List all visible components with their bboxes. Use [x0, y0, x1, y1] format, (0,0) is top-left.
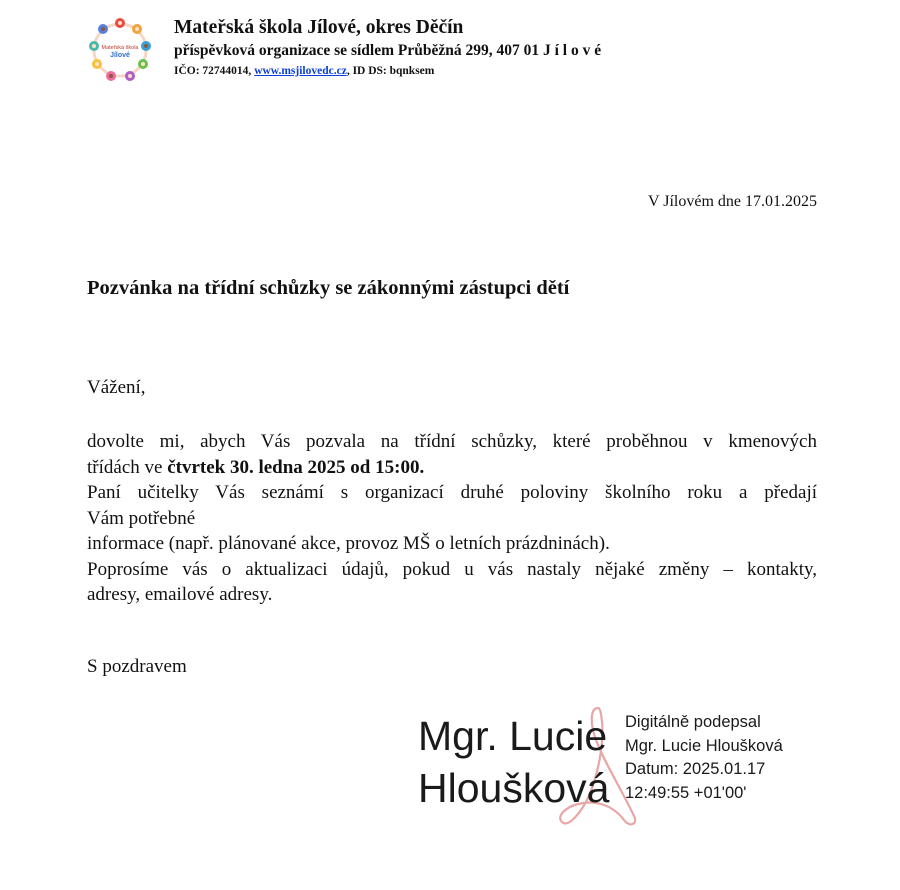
greeting: Vážení, — [87, 377, 146, 398]
closing: S pozdravem — [87, 656, 187, 677]
signature-detail-line: Mgr. Lucie Hloušková — [625, 736, 783, 755]
letter-date: V Jílovém dne 17.01.2025 — [647, 193, 817, 210]
body-line-prefix: třídách ve — [87, 456, 168, 478]
data-box-id: , ID DS: bqnksem — [346, 65, 435, 77]
organization-name: Mateřská škola Jílové, okres Děčín — [174, 17, 464, 38]
signer-name-line1: Mgr. Lucie — [418, 713, 608, 759]
body-line: dovolte mi, abych Vás pozvala na třídní schůzky, které proběhnou v kmenových — [87, 431, 817, 452]
meeting-date: čtvrtek 30. ledna 2025 od 15:00. — [167, 456, 425, 478]
signer-name — [418, 710, 609, 814]
letterhead — [86, 12, 806, 88]
signature-detail-line: Digitálně podepsal — [625, 713, 761, 731]
letter-title: Pozvánka na třídní schůzky se zákonnými zástupci dětí — [87, 277, 570, 299]
body-line: Vám potřebné — [87, 507, 196, 529]
digital-signature — [418, 704, 838, 834]
ico-label: IČO: 72744014, — [174, 65, 255, 77]
body-line: adresy, emailové adresy. — [87, 584, 273, 605]
organization-info — [174, 17, 601, 79]
signature-detail-line: 12:49:55 +01'00' — [625, 783, 747, 802]
body-line — [87, 455, 817, 481]
body-line: informace (např. plánované akce, provoz MŠ o letních prázdninách). — [87, 533, 610, 554]
logo-text-line2: Jílové — [110, 52, 130, 59]
body-line: Poprosíme vás o aktualizaci údajů, pokud u vás nastaly nějaké změny – kontakty, — [87, 558, 817, 580]
school-logo — [86, 16, 154, 84]
logo-text-line1: Mateřská škola — [101, 45, 139, 51]
letter-body — [87, 429, 817, 608]
signer-name-line2: Hloušková — [418, 765, 610, 811]
signature-details — [625, 711, 783, 805]
organization-address: příspěvková organizace se sídlem Průběžná 299, 407 01 J í l o v é — [174, 42, 602, 59]
website-link[interactable]: www.msjilovedc.cz — [254, 65, 347, 77]
body-line: Paní učitelky Vás seznámí s organizací druhé poloviny školního roku a předají — [87, 482, 817, 503]
organization-ids — [174, 63, 601, 79]
signature-detail-line: Datum: 2025.01.17 — [625, 760, 766, 778]
